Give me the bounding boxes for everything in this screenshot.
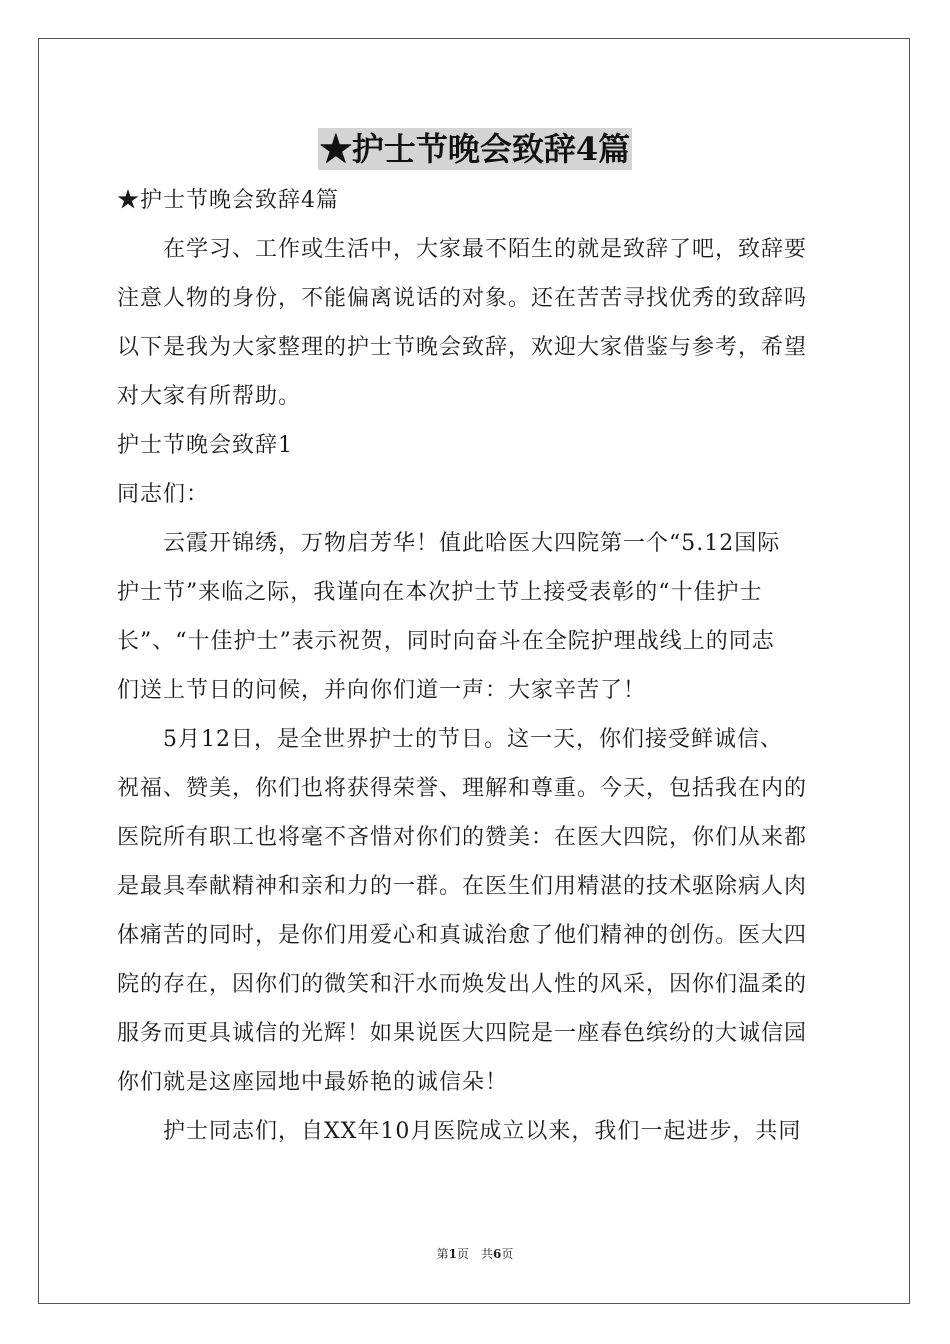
document-body	[117, 176, 837, 1156]
document-title: ★护士节晚会致辞4篇	[319, 130, 631, 168]
paragraph-line: 护士同志们，自XX年10月医院成立以来，我们一起进步，共同	[163, 1119, 802, 1144]
page-mid: 页 共	[456, 1247, 493, 1261]
paragraph-line: 体痛苦的同时，是你们用爱心和真诚治愈了他们精神的创伤。医大四	[117, 923, 808, 948]
page-suffix: 页	[501, 1247, 514, 1261]
paragraph-line: 在学习、工作或生活中，大家最不陌生的就是致辞了吧，致辞要	[163, 237, 808, 262]
paragraph-line: 们送上节日的问候，并向你们道一声：大家辛苦了！	[117, 678, 647, 703]
paragraph-line: 院的存在，因你们的微笑和汗水而焕发出人性的风采，因你们温柔的	[117, 972, 808, 997]
paragraph-line: 护士节”来临之际，我谨向在本次护士节上接受表彰的“十佳护士	[117, 580, 763, 605]
paragraph-line: 云霞开锦绣，万物启芳华！值此哈医大四院第一个“5.12国际	[163, 531, 781, 556]
paragraph-line: 注意人物的身份，不能偏离说话的对象。还在苦苦寻找优秀的致辞吗	[117, 286, 808, 311]
paragraph-line: 5月12日，是全世界护士的节日。这一天，你们接受鲜诚信、	[163, 727, 783, 752]
salutation: 同志们：	[117, 482, 210, 507]
page-prefix: 第	[436, 1247, 449, 1261]
paragraph-line: 是最具奉献精神和亲和力的一群。在医生们用精湛的技术驱除病人肉	[117, 874, 808, 899]
paragraph-line: 长”、“十佳护士”表示祝贺，同时向奋斗在全院护理战线上的同志	[117, 629, 775, 654]
section-heading: 护士节晚会致辞1	[117, 433, 293, 458]
paragraph-line: 服务而更具诚信的光辉！如果说医大四院是一座春色缤纷的大诚信园	[117, 1021, 808, 1046]
paragraph-line: 你们就是这座园地中最娇艳的诚信朵！	[117, 1070, 509, 1095]
total-pages-number: 6	[493, 1247, 502, 1261]
current-page-number: 1	[448, 1247, 457, 1261]
paragraph-line: 对大家有所帮助。	[117, 384, 302, 409]
subtitle-line: ★护士节晚会致辞4篇	[117, 188, 339, 213]
title-container	[0, 128, 950, 170]
paragraph-line: 以下是我为大家整理的护士节晚会致辞，欢迎大家借鉴与参考，希望	[117, 335, 808, 360]
paragraph-line: 医院所有职工也将毫不吝惜对你们的赞美：在医大四院，你们从来都	[117, 825, 808, 850]
paragraph-line: 祝福、赞美，你们也将获得荣誉、理解和尊重。今天，包括我在内的	[117, 776, 808, 801]
page-footer	[0, 1245, 950, 1262]
